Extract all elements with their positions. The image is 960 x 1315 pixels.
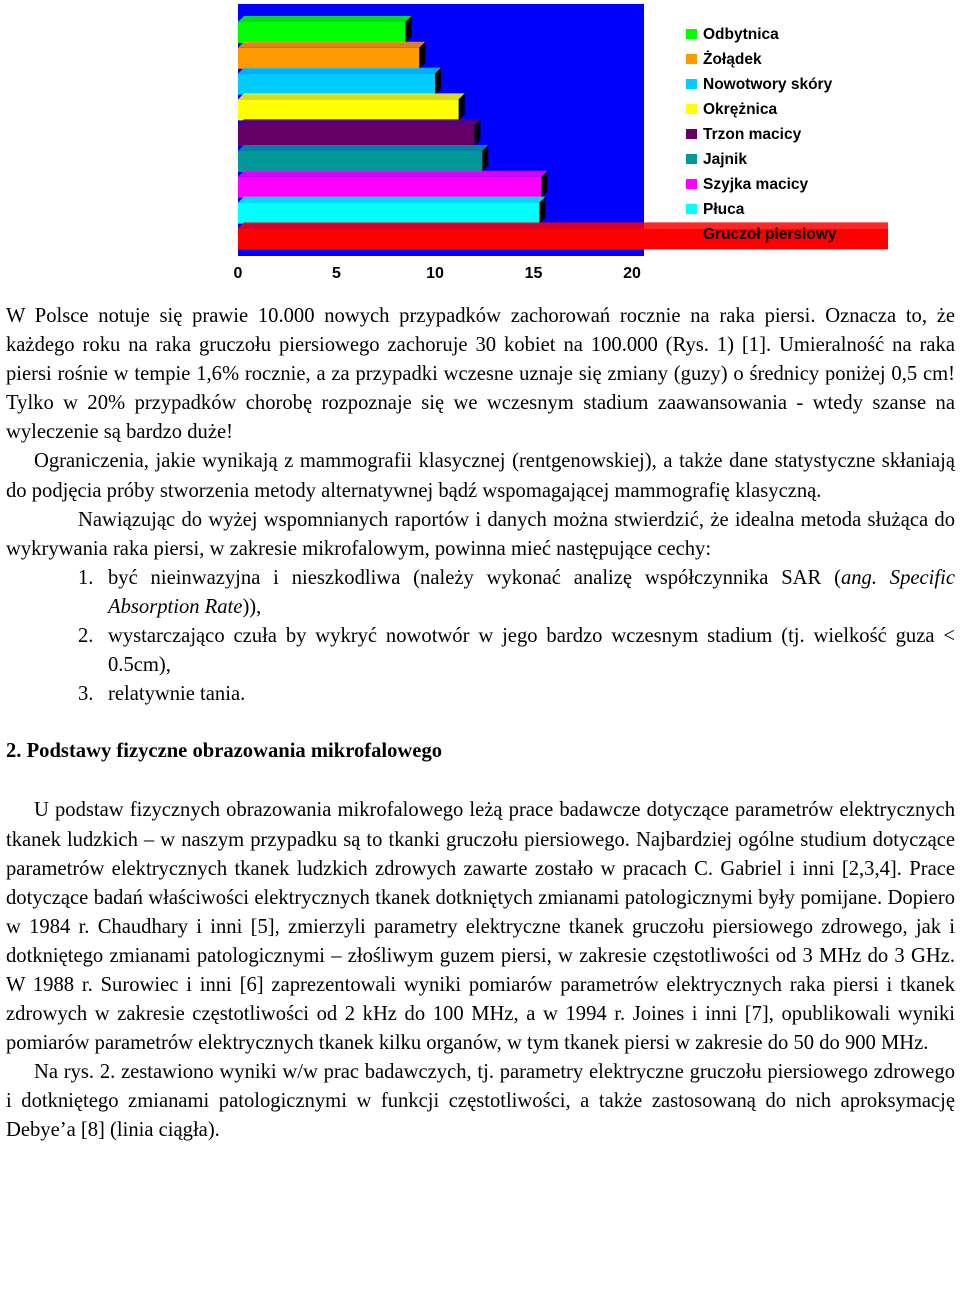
chart-svg xyxy=(228,0,888,290)
section-heading: 2. Podstawy fizyczne obrazowania mikrofalowego xyxy=(6,740,443,763)
bar-top xyxy=(238,16,411,22)
list-text-italic: ang. Specific Absorption Rate xyxy=(108,566,955,618)
x-tick-label: 0 xyxy=(233,265,243,282)
bar-żołądek xyxy=(238,48,419,69)
legend-label: Żołądek xyxy=(703,51,762,68)
paragraph-physics: U podstaw fizycznych obrazowania mikrofalowego leżą prace badawcze dotyczące parametrów elektrycznych tkanek ludzkich – w naszym przypadku są to tkanki gruczołu piersiowego. Najbardziej ogólne studium dotyczące parametrów elektrycznych tkanek ludzkich zdrowych zawarte zostało w pracach C. Gabriel i inni [2,3,4]. Prace dotyczące badań właściwości elektrycznych tkanek dotkniętych zmianami patologicznymi były pomijane. Dopiero w 1984 r. Chaudhary i inni [5], zmierzyli parametry elektryczne tkanek gruczołu piersiowego zdrowego, jak i dotkniętego zmianami patologicznymi – złośliwym guzem piersi, w zakresie częstotliwości od 3 MHz do 3 GHz. W 1988 r. Surowiec i inni [6] zaprezentowali wyniki pomiarów parametrów elektrycznych raka piersi i tkanek zdrowych w zakresie częstotliwości od 2 kHz do 100 MHz, a w 1994 r. Joines i inni [7], opublikowali wyniki pomiarów parametrów elektrycznych tkanek kilku organów, w tym tkanek piersi w zakresie do 50 do 900 MHz. xyxy=(6,799,955,1055)
x-tick-label: 20 xyxy=(623,265,641,282)
list-text: być nieinwazyjna i nieszkodliwa (należy wykonać analizę współczynnika SAR ( xyxy=(108,566,841,589)
cancer-incidence-chart xyxy=(228,0,888,290)
bar-nowotwory-skóry xyxy=(238,74,435,95)
features-list xyxy=(6,564,955,709)
bar-top xyxy=(238,93,465,99)
legend-label: Jajnik xyxy=(703,151,747,168)
bar-top xyxy=(238,42,425,48)
legend-swatch xyxy=(686,229,697,239)
legend-label: Trzon macicy xyxy=(703,126,802,143)
x-tick-label: 10 xyxy=(426,265,444,282)
bar-szyjka-macicy xyxy=(238,177,541,198)
legend-label: Nowotwory skóry xyxy=(703,76,833,93)
list-text: wystarczająco czuła by wykryć nowotwór w jego bardzo wczesnym stadium (tj. wielkość guza < 0.5cm), xyxy=(108,625,955,677)
x-ticks-group xyxy=(234,265,641,282)
list-text: )), xyxy=(242,595,262,618)
bar-trzon-macicy xyxy=(238,125,474,146)
x-tick-label: 5 xyxy=(332,265,341,282)
bar-odbytnica xyxy=(238,22,405,43)
legend-swatch xyxy=(686,29,697,39)
bar-top xyxy=(238,119,480,125)
document-body xyxy=(6,302,955,1146)
bar-top xyxy=(238,145,488,151)
legend-swatch xyxy=(686,104,697,114)
legend-label: Szyjka macicy xyxy=(703,176,809,193)
paragraph-figure-reference: Na rys. 2. zestawiono wyniki w/w prac badawczych, tj. parametry elektryczne gruczołu piersiowego zdrowego i dotkniętego zmianami patologicznymi w funkcji częstotliwości, a także zastosowaną do nich aproksymację Debye’a [8] (linia ciągła). xyxy=(6,1061,955,1142)
paragraph-limitations: Ograniczenia, jakie wynikają z mammografii klasycznej (rentgenowskiej), a także dane statystyczne skłaniają do podjęcia próby stworzenia metody alternatywnej bądź wspomagającej mammografię klasyczną. xyxy=(6,450,955,502)
legend-swatch xyxy=(686,79,697,89)
legend-label: Odbytnica xyxy=(703,26,779,43)
list-item xyxy=(6,680,955,709)
x-tick-label: 15 xyxy=(524,265,543,282)
list-item xyxy=(6,564,955,622)
legend-label: Okrężnica xyxy=(703,101,778,118)
paragraph-ideal-method: Nawiązując do wyżej wspomnianych raportów i danych można stwierdzić, że idealna metoda służąca do wykrywania raka piersi, w zakresie mikrofalowym, powinna mieć następujące cechy: xyxy=(6,508,955,560)
list-number: 1. xyxy=(78,566,94,589)
bar-płuca xyxy=(238,203,539,224)
list-number: 3. xyxy=(78,683,94,706)
list-text: relatywnie tania. xyxy=(108,683,246,706)
legend-label: Płuca xyxy=(703,201,745,218)
legend-swatch xyxy=(686,204,697,214)
legend-swatch xyxy=(686,154,697,164)
bar-jajnik xyxy=(238,151,482,172)
legend-label: Gruczoł piersiowy xyxy=(703,226,837,243)
paragraph-incidence: W Polsce notuje się prawie 10.000 nowych przypadków zachorowań rocznie na raka piersi. Oznacza to, że każdego roku na raka gruczołu piersiowego zachoruje 30 kobiet na 100.000 (Rys. 1) [1]. Umieralność na raka piersi rośnie w tempie 1,6% rocznie, a za przypadki wczesne uznaje się zmiany (guzy) o średnicy poniżej 0,5 cm! Tylko w 20% przypadków chorobę rozpoznaje się we wczesnym stadium zaawansowania - wtedy szanse na wyleczenie są bardzo duże! xyxy=(6,305,955,444)
bar-top xyxy=(238,171,547,177)
legend-swatch xyxy=(686,129,697,139)
legend-swatch xyxy=(686,179,697,189)
bar-okrężnica xyxy=(238,99,459,120)
list-number: 2. xyxy=(78,625,94,648)
bar-top xyxy=(238,197,545,203)
legend xyxy=(686,26,837,243)
legend-swatch xyxy=(686,54,697,64)
bar-top xyxy=(238,68,441,74)
list-item xyxy=(6,622,955,680)
